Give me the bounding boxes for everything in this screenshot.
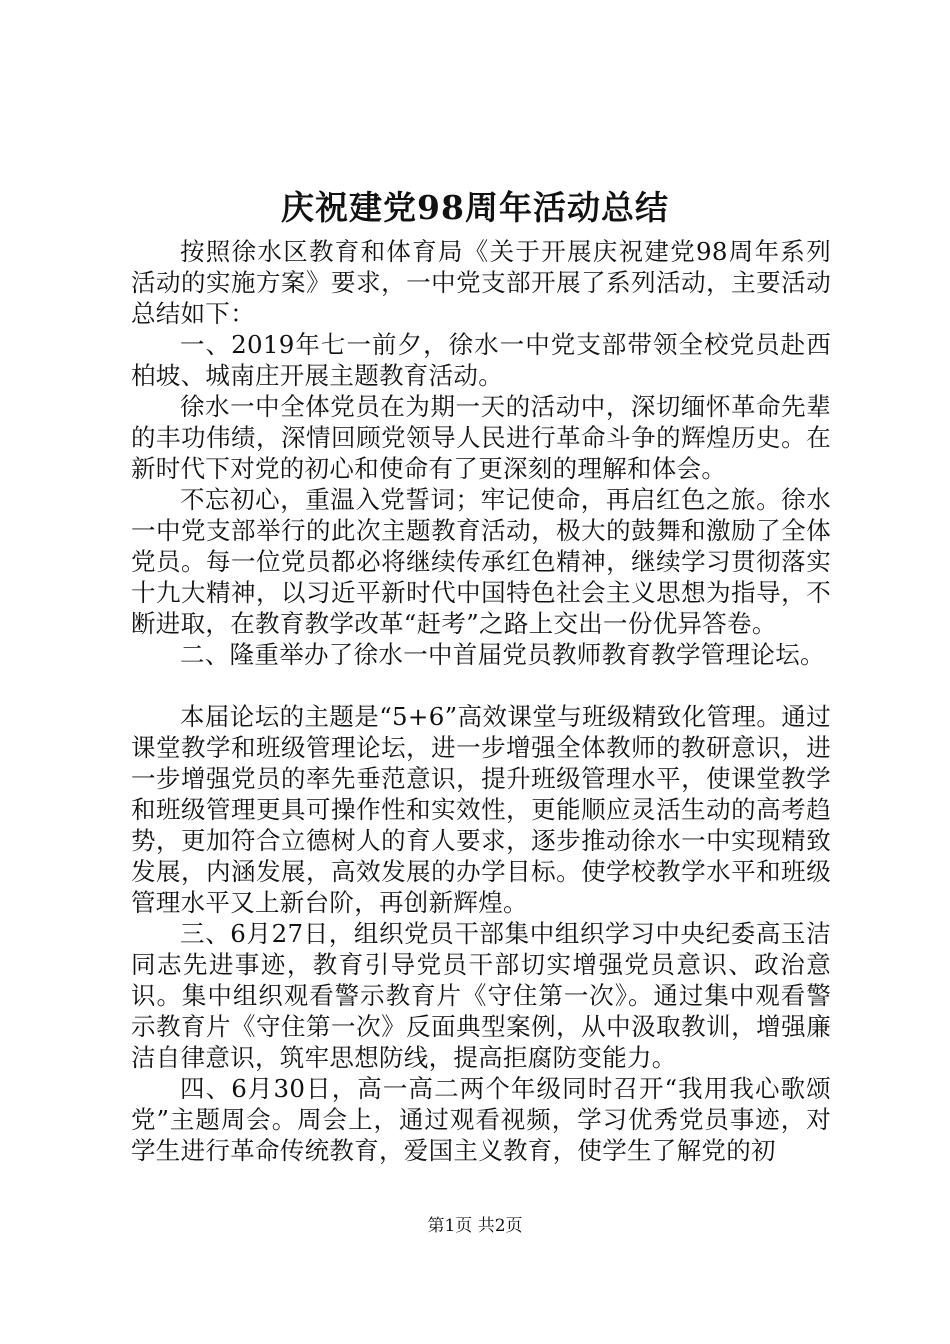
document-body xyxy=(131,236,831,1166)
paragraph-section-one-detail: 徐水一中全体党员在为期一天的活动中，深切缅怀革命先辈的丰功伟绩，深情回顾党领导人民进行革命斗争的辉煌历史。在新时代下对党的初心和使命有了更深刻的理解和体会。 xyxy=(131,392,831,483)
paragraph-section-two: 二、隆重举办了徐水一中首届党员教师教育教学管理论坛。 xyxy=(180,640,825,669)
paragraph-section-one-summary: 不忘初心，重温入党誓词；牢记使命，再启红色之旅。徐水一中党支部举行的此次主题教育活动，极大的鼓舞和激励了全体党员。每一位党员都必将继续传承红色精神，继续学习贯彻落实十九大精神，以习近平新时代中国特色社会主义思想为指导，不断进取，在教育教学改革“赶考”之路上交出一份优异答卷。 xyxy=(131,485,831,638)
paragraph-intro: 按照徐水区教育和体育局《关于开展庆祝建党98周年系列活动的实施方案》要求，一中党支部开展了系列活动，主要活动总结如下： xyxy=(131,237,831,328)
blank-line xyxy=(131,670,831,701)
page-footer: 第1页 共2页 xyxy=(427,1216,523,1236)
paragraph-section-one: 一、2019年七一前夕，徐水一中党支部带领全校党员赴西柏坡、城南庄开展主题教育活动。 xyxy=(131,330,831,390)
paragraph-section-two-detail: 本届论坛的主题是“5+6”高效课堂与班级精致化管理。通过课堂教学和班级管理论坛，进一步增强全体教师的教研意识，进一步增强党员的率先垂范意识，提升班级管理水平，使课堂教学和班级管理更具可操作性和实效性，更能顺应灵活生动的高考趋势，更加符合立德树人的育人要求，逐步推动徐水一中实现精致发展，内涵发展，高效发展的办学目标。使学校教学水平和班级管理水平又上新台阶，再创新辉煌。 xyxy=(131,702,831,917)
document-title: 庆祝建党98周年活动总结 xyxy=(281,188,669,227)
paragraph-section-three: 三、6月27日，组织党员干部集中组织学习中央纪委高玉洁同志先进事迹，教育引导党员干部切实增强党员意识、政治意识。集中组织观看警示教育片《守住第一次》。通过集中观看警示教育片《守住第一次》反面典型案例，从中汲取教训，增强廉洁自律意识，筑牢思想防线，提高拒腐防变能力。 xyxy=(131,919,831,1072)
paragraph-section-four: 四、6月30日，高一高二两个年级同时召开“我用我心歌颂党”主题周会。周会上，通过观看视频，学习优秀党员事迹，对学生进行革命传统教育，爱国主义教育，使学生了解党的初 xyxy=(131,1074,832,1165)
